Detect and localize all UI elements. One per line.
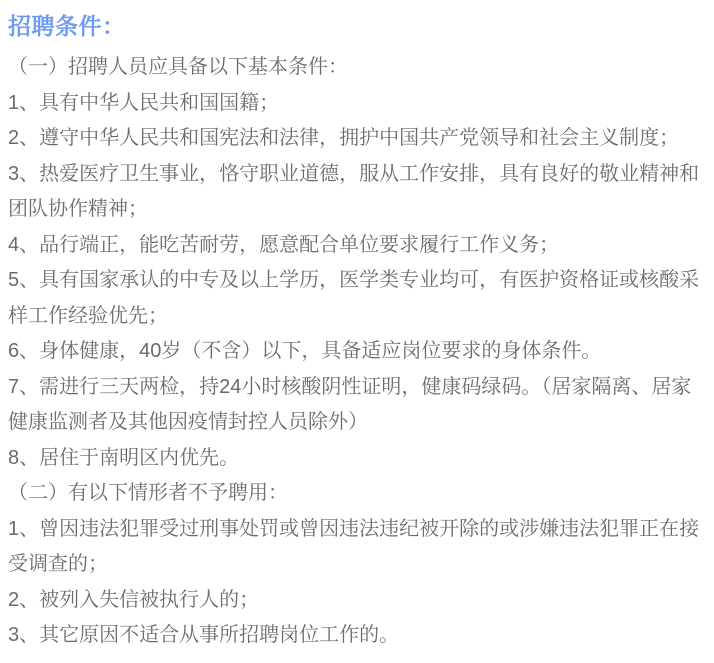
section-1-heading: （一）招聘人员应具备以下基本条件： (8, 56, 348, 78)
section-1-item-7: 7、需进行三天两检，持24小时核酸阴性证明，健康码绿码。（居家隔离、居家健康监测者及其他因疫情封控人员除外） (8, 375, 692, 433)
section-1-item-3: 3、热爱医疗卫生事业，恪守职业道德，服从工作安排，具有良好的敬业精神和团队协作精神； (8, 162, 700, 220)
section-1-item-5: 5、具有国家承认的中专及以上学历，医学类专业均可，有医护资格证或核酸采样工作经验优先； (8, 269, 700, 327)
section-1-item-8: 8、居住于南明区内优先。 (8, 446, 240, 469)
section-2-item-1: 1、曾因违法犯罪受过刑事处罚或曾因违法违纪被开除的或涉嫌违法犯罪正在接受调查的； (8, 517, 700, 575)
section-1-item-2: 2、遵守中华人民共和国宪法和法律，拥护中国共产党领导和社会主义制度； (8, 127, 680, 149)
section-1-item-6: 6、身体健康，40岁（不含）以下，具备适应岗位要求的身体条件。 (8, 340, 602, 362)
section-2-item-2: 2、被列入失信被执行人的； (8, 588, 260, 611)
section-2-heading: （二）有以下情形者不予聘用： (8, 482, 288, 504)
section-2-item-3: 3、其它原因不适合从事所招聘岗位工作的。 (8, 624, 400, 646)
article-title: 招聘条件： (8, 13, 126, 39)
section-1-item-1: 1、具有中华人民共和国国籍； (8, 91, 280, 114)
section-1-item-4: 4、品行端正，能吃苦耐劳，愿意配合单位要求履行工作义务； (8, 233, 560, 256)
